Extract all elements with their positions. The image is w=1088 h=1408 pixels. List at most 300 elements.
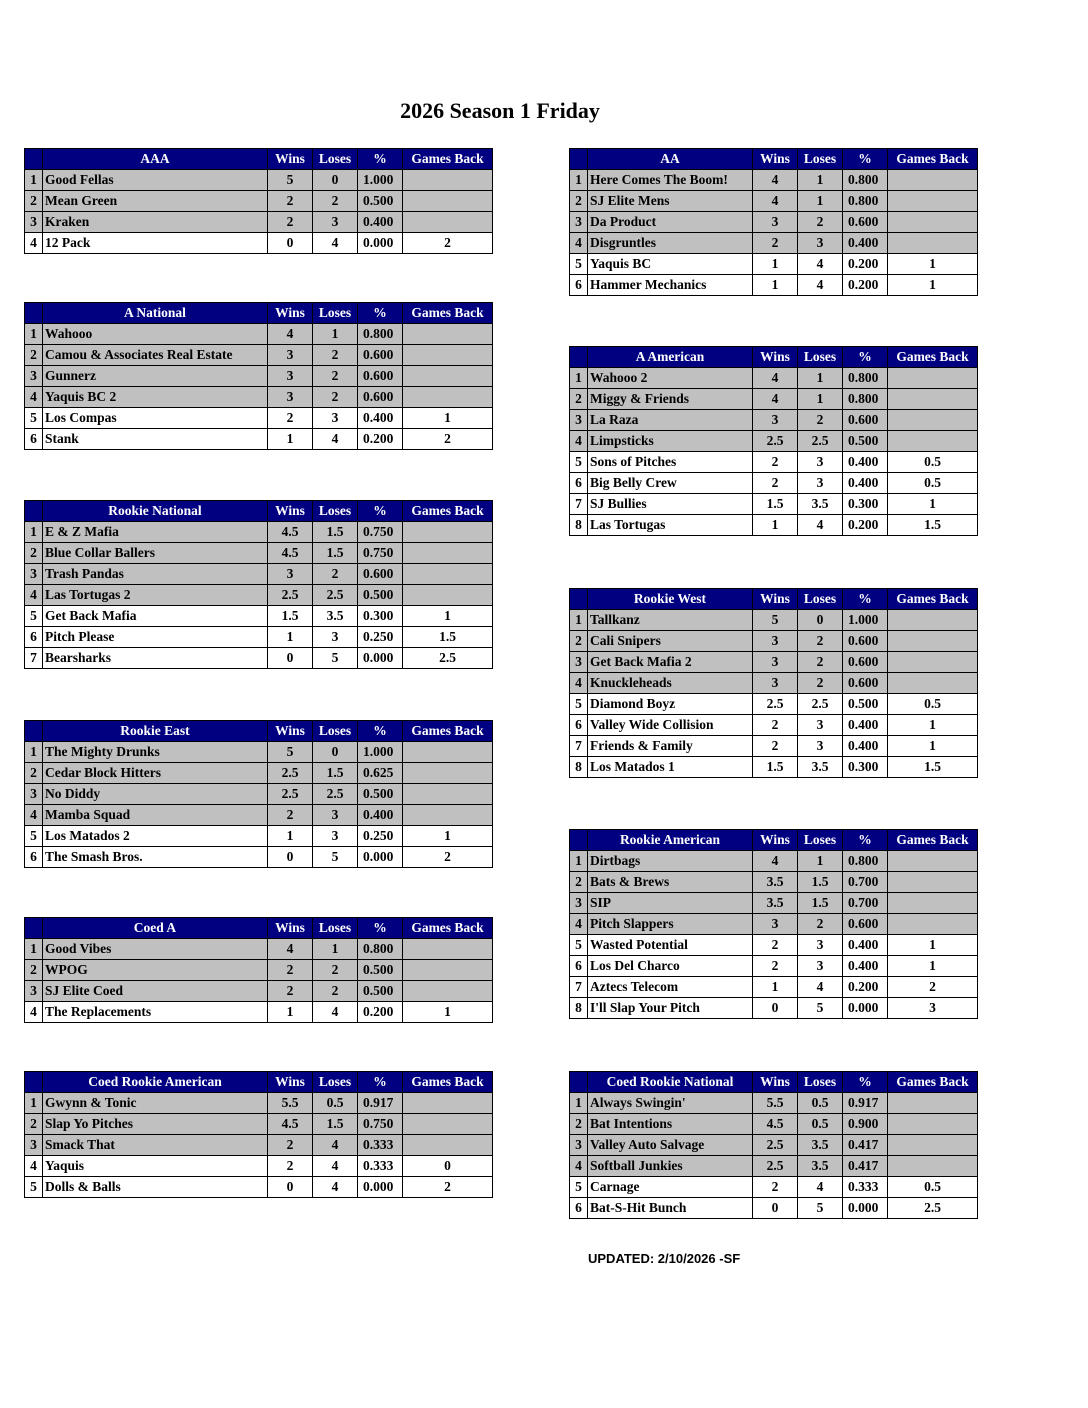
loses-cell: 5 (798, 1198, 843, 1219)
games-back-header: Games Back (403, 721, 493, 742)
wins-cell: 5.5 (268, 1093, 313, 1114)
rank-cell: 1 (25, 324, 43, 345)
team-name: Blue Collar Ballers (43, 543, 268, 564)
table-row (570, 452, 978, 473)
table-row (570, 212, 978, 233)
team-name: Limpsticks (588, 431, 753, 452)
table-row (25, 606, 493, 627)
pct-cell: 0.900 (843, 1114, 888, 1135)
loses-cell: 2 (798, 410, 843, 431)
loses-cell: 3 (798, 935, 843, 956)
pct-cell: 0.333 (843, 1177, 888, 1198)
table-row (25, 564, 493, 585)
rank-cell: 6 (570, 275, 588, 296)
games-back-cell: 2.5 (888, 1198, 978, 1219)
loses-cell: 2 (313, 366, 358, 387)
team-name: Softball Junkies (588, 1156, 753, 1177)
wins-header: Wins (268, 918, 313, 939)
games-back-cell (403, 805, 493, 826)
team-name: WPOG (43, 960, 268, 981)
standings-table-rookie-national (24, 500, 493, 669)
table-row (570, 652, 978, 673)
rank-header (570, 347, 588, 368)
loses-cell: 1.5 (313, 543, 358, 564)
games-back-cell (403, 543, 493, 564)
rank-cell: 8 (570, 998, 588, 1019)
wins-cell: 1.5 (268, 606, 313, 627)
table-row (25, 585, 493, 606)
pct-header: % (358, 721, 403, 742)
wins-cell: 1 (268, 1002, 313, 1023)
team-name: Hammer Mechanics (588, 275, 753, 296)
team-name: Dirtbags (588, 851, 753, 872)
rank-cell: 2 (25, 345, 43, 366)
wins-cell: 2 (753, 956, 798, 977)
games-back-cell (403, 742, 493, 763)
table-row (25, 233, 493, 254)
team-name: Here Comes The Boom! (588, 170, 753, 191)
loses-cell: 3 (798, 233, 843, 254)
loses-header: Loses (313, 918, 358, 939)
games-back-cell (888, 1114, 978, 1135)
loses-cell: 3 (798, 956, 843, 977)
pct-cell: 0.400 (843, 233, 888, 254)
loses-cell: 4 (313, 1002, 358, 1023)
pct-cell: 0.800 (358, 324, 403, 345)
wins-header: Wins (753, 149, 798, 170)
loses-cell: 3 (798, 715, 843, 736)
rank-header (570, 589, 588, 610)
wins-header: Wins (753, 1072, 798, 1093)
wins-cell: 2 (753, 233, 798, 254)
wins-cell: 2 (268, 408, 313, 429)
table-row (25, 960, 493, 981)
wins-cell: 0 (268, 1177, 313, 1198)
loses-cell: 4 (313, 429, 358, 450)
team-name: Los Compas (43, 408, 268, 429)
games-back-cell (888, 368, 978, 389)
wins-cell: 3 (753, 914, 798, 935)
loses-cell: 1.5 (798, 893, 843, 914)
games-back-header: Games Back (403, 1072, 493, 1093)
loses-cell: 4 (313, 233, 358, 254)
rank-cell: 5 (570, 1177, 588, 1198)
pct-cell: 0.750 (358, 522, 403, 543)
loses-cell: 2.5 (798, 694, 843, 715)
table-row (570, 1135, 978, 1156)
pct-cell: 0.400 (843, 736, 888, 757)
division-name: Coed A (43, 918, 268, 939)
pct-cell: 0.600 (358, 564, 403, 585)
team-name: Yaquis BC (588, 254, 753, 275)
wins-cell: 3.5 (753, 872, 798, 893)
wins-cell: 5.5 (753, 1093, 798, 1114)
wins-cell: 4 (753, 170, 798, 191)
rank-cell: 6 (25, 627, 43, 648)
rank-cell: 3 (570, 410, 588, 431)
wins-cell: 2 (753, 935, 798, 956)
rank-cell: 3 (570, 1135, 588, 1156)
wins-cell: 2.5 (268, 784, 313, 805)
rank-cell: 2 (570, 872, 588, 893)
loses-cell: 3.5 (798, 494, 843, 515)
pct-cell: 0.500 (358, 981, 403, 1002)
rank-cell: 6 (570, 956, 588, 977)
table-row (570, 515, 978, 536)
table-row (25, 763, 493, 784)
rank-cell: 3 (570, 212, 588, 233)
rank-header (25, 501, 43, 522)
pct-cell: 0.200 (358, 1002, 403, 1023)
pct-cell: 0.500 (358, 585, 403, 606)
loses-cell: 3 (313, 212, 358, 233)
team-name: Camou & Associates Real Estate (43, 345, 268, 366)
wins-cell: 2 (753, 473, 798, 494)
games-back-cell (888, 233, 978, 254)
rank-cell: 8 (570, 757, 588, 778)
games-back-cell (403, 170, 493, 191)
wins-cell: 2 (268, 805, 313, 826)
team-name: Diamond Boyz (588, 694, 753, 715)
games-back-cell (888, 191, 978, 212)
pct-cell: 0.700 (843, 893, 888, 914)
rank-cell: 3 (25, 564, 43, 585)
loses-cell: 2 (313, 564, 358, 585)
games-back-cell (888, 1093, 978, 1114)
loses-cell: 5 (313, 847, 358, 868)
pct-header: % (843, 830, 888, 851)
table-row (25, 1135, 493, 1156)
games-back-header: Games Back (888, 1072, 978, 1093)
games-back-cell (888, 851, 978, 872)
rank-cell: 3 (25, 366, 43, 387)
table-row (570, 673, 978, 694)
games-back-header: Games Back (403, 149, 493, 170)
pct-cell: 0.000 (358, 1177, 403, 1198)
division-name: A National (43, 303, 268, 324)
wins-cell: 3 (753, 652, 798, 673)
team-name: Mean Green (43, 191, 268, 212)
games-back-cell (888, 872, 978, 893)
pct-header: % (358, 1072, 403, 1093)
team-name: Wasted Potential (588, 935, 753, 956)
loses-cell: 3 (798, 736, 843, 757)
table-row (570, 431, 978, 452)
games-back-header: Games Back (888, 830, 978, 851)
games-back-cell (403, 939, 493, 960)
games-back-cell: 1 (403, 606, 493, 627)
table-row (570, 715, 978, 736)
loses-cell: 0 (313, 170, 358, 191)
pct-cell: 0.417 (843, 1135, 888, 1156)
table-row (25, 648, 493, 669)
table-row (25, 1156, 493, 1177)
loses-cell: 3.5 (798, 757, 843, 778)
team-name: Cedar Block Hitters (43, 763, 268, 784)
table-row (25, 170, 493, 191)
team-name: Yaquis (43, 1156, 268, 1177)
loses-cell: 3 (798, 452, 843, 473)
team-name: Trash Pandas (43, 564, 268, 585)
table-row (25, 429, 493, 450)
table-row (25, 826, 493, 847)
rank-cell: 6 (570, 715, 588, 736)
table-row (25, 408, 493, 429)
loses-cell: 0.5 (798, 1093, 843, 1114)
loses-header: Loses (798, 149, 843, 170)
rank-header (570, 1072, 588, 1093)
games-back-cell (403, 763, 493, 784)
pct-cell: 0.200 (843, 254, 888, 275)
team-name: Aztecs Telecom (588, 977, 753, 998)
games-back-cell (403, 324, 493, 345)
loses-header: Loses (313, 149, 358, 170)
standings-table-coed-rookie-national (569, 1071, 978, 1219)
pct-cell: 0.333 (358, 1156, 403, 1177)
rank-cell: 4 (25, 585, 43, 606)
wins-cell: 3 (268, 345, 313, 366)
wins-cell: 3 (753, 673, 798, 694)
header-row (25, 149, 493, 170)
loses-cell: 1.5 (313, 763, 358, 784)
wins-cell: 4 (753, 191, 798, 212)
loses-cell: 2 (313, 960, 358, 981)
games-back-cell (888, 410, 978, 431)
loses-cell: 4 (313, 1156, 358, 1177)
pct-header: % (358, 149, 403, 170)
wins-cell: 3 (268, 564, 313, 585)
team-name: Stank (43, 429, 268, 450)
games-back-cell: 2 (403, 1177, 493, 1198)
rank-cell: 4 (25, 233, 43, 254)
rank-cell: 7 (570, 977, 588, 998)
pct-cell: 0.000 (358, 847, 403, 868)
rank-cell: 2 (25, 1114, 43, 1135)
games-back-cell: 2.5 (403, 648, 493, 669)
table-row (570, 631, 978, 652)
table-row (570, 494, 978, 515)
pct-cell: 0.400 (358, 212, 403, 233)
games-back-cell (403, 366, 493, 387)
team-name: Gwynn & Tonic (43, 1093, 268, 1114)
header-row (25, 501, 493, 522)
rank-cell: 5 (570, 254, 588, 275)
team-name: Get Back Mafia (43, 606, 268, 627)
rank-cell: 1 (25, 939, 43, 960)
wins-cell: 2.5 (268, 585, 313, 606)
standings-table-coed-rookie-american (24, 1071, 493, 1198)
wins-cell: 2 (753, 452, 798, 473)
table-row (570, 1177, 978, 1198)
games-back-cell: 0.5 (888, 473, 978, 494)
standings-table-aaa (24, 148, 493, 254)
team-name: Tallkanz (588, 610, 753, 631)
pct-header: % (358, 501, 403, 522)
games-back-cell (403, 960, 493, 981)
wins-header: Wins (753, 830, 798, 851)
loses-cell: 3.5 (798, 1156, 843, 1177)
loses-cell: 3 (313, 408, 358, 429)
wins-header: Wins (753, 347, 798, 368)
team-name: Gunnerz (43, 366, 268, 387)
division-name: AAA (43, 149, 268, 170)
division-name: Rookie National (43, 501, 268, 522)
wins-cell: 1 (268, 826, 313, 847)
wins-header: Wins (268, 149, 313, 170)
table-row (25, 981, 493, 1002)
wins-cell: 2.5 (753, 1135, 798, 1156)
loses-cell: 3 (798, 473, 843, 494)
pct-cell: 0.800 (843, 170, 888, 191)
table-row (570, 368, 978, 389)
rank-header (25, 721, 43, 742)
pct-cell: 0.500 (843, 431, 888, 452)
games-back-cell (403, 522, 493, 543)
table-row (25, 805, 493, 826)
table-row (25, 1177, 493, 1198)
games-back-cell: 2 (403, 233, 493, 254)
team-name: Mamba Squad (43, 805, 268, 826)
team-name: Pitch Slappers (588, 914, 753, 935)
table-row (570, 610, 978, 631)
pct-cell: 0.200 (843, 977, 888, 998)
team-name: Los Del Charco (588, 956, 753, 977)
games-back-cell (888, 389, 978, 410)
loses-header: Loses (313, 721, 358, 742)
loses-cell: 3.5 (798, 1135, 843, 1156)
table-row (570, 1198, 978, 1219)
wins-cell: 4 (268, 324, 313, 345)
loses-cell: 1 (798, 368, 843, 389)
wins-cell: 5 (268, 170, 313, 191)
wins-cell: 3 (268, 387, 313, 408)
games-back-cell (403, 981, 493, 1002)
table-row (570, 694, 978, 715)
updated-note: UPDATED: 2/10/2026 -SF (588, 1251, 741, 1266)
wins-cell: 2 (268, 191, 313, 212)
table-row (570, 473, 978, 494)
loses-cell: 5 (798, 998, 843, 1019)
loses-cell: 4 (313, 1135, 358, 1156)
table-row (570, 736, 978, 757)
wins-cell: 4.5 (268, 543, 313, 564)
pct-cell: 0.600 (358, 366, 403, 387)
loses-cell: 1 (313, 939, 358, 960)
wins-cell: 0 (268, 233, 313, 254)
rank-cell: 1 (25, 742, 43, 763)
table-row (25, 366, 493, 387)
wins-header: Wins (753, 589, 798, 610)
table-row (570, 1114, 978, 1135)
rank-cell: 7 (570, 736, 588, 757)
standings-table-rookie-east (24, 720, 493, 868)
games-back-cell (403, 585, 493, 606)
header-row (570, 830, 978, 851)
standings-table-a-american (569, 346, 978, 536)
pct-cell: 0.625 (358, 763, 403, 784)
rank-cell: 4 (570, 673, 588, 694)
games-back-cell: 2 (403, 429, 493, 450)
loses-cell: 2 (313, 981, 358, 1002)
loses-cell: 5 (313, 648, 358, 669)
loses-cell: 4 (798, 977, 843, 998)
rank-cell: 1 (570, 851, 588, 872)
wins-cell: 2 (753, 715, 798, 736)
table-row (570, 275, 978, 296)
loses-header: Loses (798, 1072, 843, 1093)
pct-cell: 0.000 (843, 998, 888, 1019)
pct-cell: 0.250 (358, 627, 403, 648)
loses-cell: 3 (313, 627, 358, 648)
pct-cell: 0.300 (843, 757, 888, 778)
loses-cell: 2 (798, 914, 843, 935)
table-row (25, 627, 493, 648)
team-name: Las Tortugas 2 (43, 585, 268, 606)
team-name: The Mighty Drunks (43, 742, 268, 763)
pct-header: % (358, 303, 403, 324)
pct-cell: 0.400 (358, 805, 403, 826)
wins-cell: 2.5 (268, 763, 313, 784)
team-name: 12 Pack (43, 233, 268, 254)
wins-header: Wins (268, 1072, 313, 1093)
team-name: Bat-S-Hit Bunch (588, 1198, 753, 1219)
table-row (570, 410, 978, 431)
team-name: Sons of Pitches (588, 452, 753, 473)
pct-cell: 0.750 (358, 543, 403, 564)
team-name: Disgruntles (588, 233, 753, 254)
team-name: Cali Snipers (588, 631, 753, 652)
games-back-cell: 1 (888, 715, 978, 736)
wins-cell: 3 (753, 410, 798, 431)
table-row (570, 389, 978, 410)
team-name: SIP (588, 893, 753, 914)
rank-cell: 5 (570, 452, 588, 473)
wins-cell: 2 (268, 1135, 313, 1156)
table-row (570, 170, 978, 191)
rank-cell: 2 (570, 1114, 588, 1135)
rank-cell: 2 (25, 960, 43, 981)
pct-cell: 0.800 (843, 389, 888, 410)
table-row (570, 254, 978, 275)
games-back-cell: 1 (888, 254, 978, 275)
pct-cell: 0.200 (843, 275, 888, 296)
pct-cell: 0.600 (843, 212, 888, 233)
table-row (570, 191, 978, 212)
games-back-cell: 3 (888, 998, 978, 1019)
wins-cell: 0 (753, 998, 798, 1019)
loses-cell: 3.5 (313, 606, 358, 627)
games-back-cell: 2 (403, 847, 493, 868)
rank-cell: 2 (570, 191, 588, 212)
rank-cell: 3 (25, 981, 43, 1002)
team-name: I'll Slap Your Pitch (588, 998, 753, 1019)
pct-cell: 0.917 (358, 1093, 403, 1114)
team-name: SJ Elite Mens (588, 191, 753, 212)
team-name: Big Belly Crew (588, 473, 753, 494)
rank-cell: 3 (570, 652, 588, 673)
pct-cell: 0.700 (843, 872, 888, 893)
rank-header (25, 918, 43, 939)
table-row (25, 191, 493, 212)
wins-cell: 2.5 (753, 431, 798, 452)
rank-cell: 6 (25, 847, 43, 868)
rank-cell: 1 (570, 610, 588, 631)
rank-cell: 1 (570, 368, 588, 389)
loses-cell: 2 (798, 652, 843, 673)
rank-cell: 5 (25, 1177, 43, 1198)
team-name: SJ Bullies (588, 494, 753, 515)
wins-cell: 1 (753, 977, 798, 998)
